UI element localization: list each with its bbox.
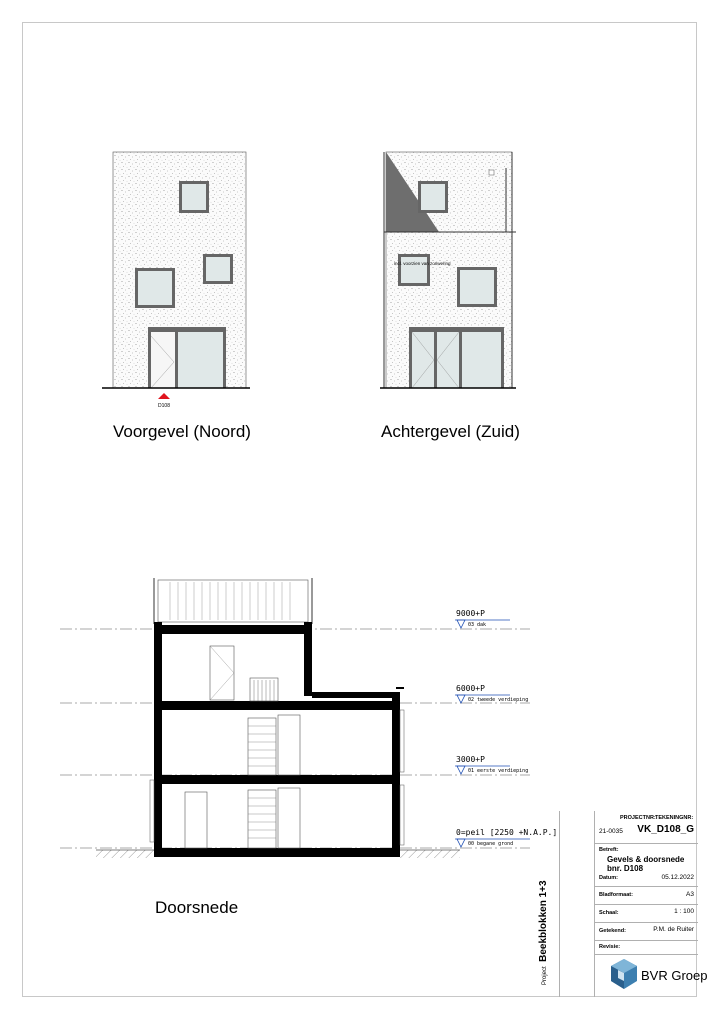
revisie-label: Revisie: [599, 944, 621, 950]
projectnr-value: 21-0035 [599, 828, 623, 835]
floor-ground [154, 848, 400, 857]
project-name: Beekblokken 1+3 [538, 880, 549, 962]
stair-upper [248, 718, 276, 775]
level-3-name: 03 dak [468, 622, 487, 628]
ground-hatch-left [96, 850, 154, 858]
project-rotated-label [533, 880, 551, 985]
front-view-title: Voorgevel (Noord) [113, 422, 251, 441]
level-3-value: 9000+P [456, 609, 485, 618]
datum-label: Datum: [599, 875, 618, 881]
ground-hatch-right [400, 850, 460, 858]
project-strip [559, 811, 595, 997]
level-markers [455, 620, 530, 847]
floor-first [154, 775, 400, 784]
rear-elevation-drawing [376, 140, 526, 400]
projectnr-label: PROJECTNR: [620, 815, 656, 821]
level-2-value: 6000+P [456, 684, 485, 693]
front-door [151, 332, 175, 388]
bladformaat-label: Bladformaat: [599, 892, 633, 898]
front-elevation-drawing [100, 140, 260, 415]
entrance-marker-icon [158, 393, 170, 399]
betreft-label: Betreft: [599, 847, 619, 853]
project-label: Project [542, 966, 548, 985]
tekeningnr-value: VK_D108_G [637, 824, 694, 835]
level-1-name: 01 eerste verdieping [468, 768, 529, 774]
betreft-line-2: bnr. D108 [607, 864, 644, 873]
datum-value: 05.12.2022 [661, 874, 694, 881]
roof-parapet [158, 580, 308, 622]
level-2-name: 02 tweede verdieping [468, 697, 529, 703]
getekend-label: Getekend: [599, 928, 626, 934]
stair-lower [248, 790, 276, 848]
rear-view-title: Achtergevel (Zuid) [381, 422, 520, 441]
bvr-logo-icon [611, 959, 637, 989]
level-1-value: 3000+P [456, 755, 485, 764]
company-name: BVR Groep [641, 968, 708, 983]
section-door-lower [185, 792, 207, 848]
betreft-line-1: Gevels & doorsnede [607, 855, 685, 864]
level-0-value: 0=peil [2250 +N.A.P.] [456, 828, 558, 837]
section-left-wall [154, 622, 162, 854]
section-view-title: Doorsnede [155, 898, 239, 917]
title-block [594, 811, 708, 997]
section-door-upper [210, 646, 234, 700]
section-right-lower-wall [392, 695, 400, 854]
level-0-name: 00 begane grond [468, 841, 514, 847]
schaal-label: Schaal: [599, 910, 619, 916]
schaal-value: 1 : 100 [674, 908, 694, 915]
floor-roof [154, 625, 312, 634]
getekend-value: P.M. de Ruiter [653, 926, 694, 933]
front-marker-label: D108 [158, 403, 170, 409]
floor-second [154, 701, 400, 710]
bladformaat-value: A3 [686, 891, 694, 898]
tekeningnr-label: TEKENINGNR: [655, 815, 694, 821]
rear-note: incl. voorzien van zonwering [394, 261, 451, 266]
